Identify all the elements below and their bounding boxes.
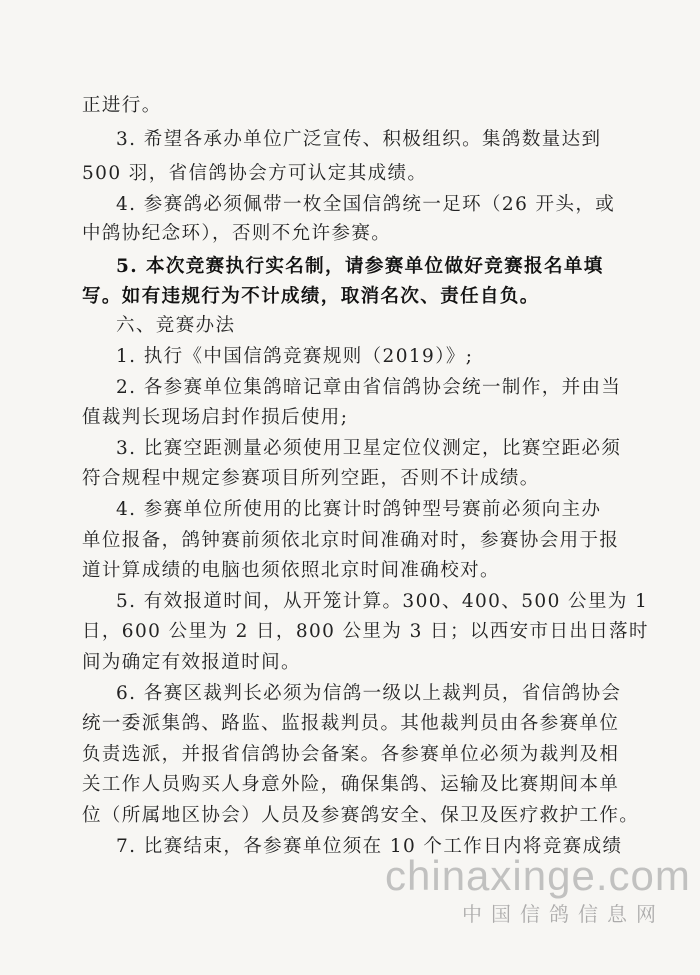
watermark-site-name: 中国信鸽信息网: [462, 904, 665, 926]
text-line-continuation: 正进行。: [82, 95, 162, 116]
text-line-rule-7: 7. 比赛结束，各参赛单位须在 10 个工作日内将竞赛成绩: [116, 836, 623, 857]
text-line: 符合规程中规定参赛项目所列空距，否则不计成绩。: [82, 468, 540, 489]
section-heading: 六、竞赛办法: [116, 315, 236, 336]
text-line-item-3: 3. 希望各承办单位广泛宣传、积极组织。集鸽数量达到: [116, 129, 602, 150]
text-line: 道计算成绩的电脑也须依照北京时间准确校对。: [82, 560, 500, 581]
text-line-rule-2: 2. 各参赛单位集鸽暗记章由省信鸽协会统一制作，并由当: [116, 377, 622, 398]
text-line: 位（所属地区协会）人员及参赛鸽安全、保卫及医疗救护工作。: [82, 805, 640, 826]
text-line: 500 羽，省信鸽协会方可认定其成绩。: [82, 163, 428, 184]
text-line: 单位报备，鸽钟赛前须依北京时间准确对时，参赛协会用于报: [82, 530, 620, 551]
text-line-rule-4: 4. 参赛单位所使用的比赛计时鸽钟型号赛前必须向主办: [116, 499, 602, 520]
text-line-item-4: 4. 参赛鸽必须佩带一枚全国信鸽统一足环（26 开头，或: [116, 194, 616, 215]
text-line-item-5-bold: 5. 本次竞赛执行实名制，请参赛单位做好竞赛报名单填: [116, 256, 604, 277]
text-line: 统一委派集鸽、路监、监报裁判员。其他裁判员由各参赛单位: [82, 713, 620, 734]
watermark-domain: chinaxinge.com: [385, 852, 691, 899]
text-line: 中鸽协纪念环），否则不允许参赛。: [82, 223, 392, 244]
text-line-bold: 写。如有违规行为不计成绩，取消名次、责任自负。: [82, 286, 540, 307]
text-line: 关工作人员购买人身意外险，确保集鸽、运输及比赛期间本单: [82, 774, 620, 795]
text-line: 间为确定有效报道时间。: [82, 652, 301, 673]
text-line: 负责选派，并报省信鸽协会备案。各参赛单位必须为裁判及相: [82, 744, 620, 765]
text-line-rule-6: 6. 各赛区裁判长必须为信鸽一级以上裁判员，省信鸽协会: [116, 683, 622, 704]
text-line: 值裁判长现场启封作损后使用;: [82, 407, 349, 428]
text-line: 日，600 公里为 2 日，800 公里为 3 日；以西安市日出日落时: [82, 621, 649, 642]
text-line-rule-3: 3. 比赛空距测量必须使用卫星定位仪测定，比赛空距必须: [116, 438, 622, 459]
text-line-rule-5: 5. 有效报道时间，从开笼计算。300、400、500 公里为 1: [116, 591, 649, 612]
text-line-rule-1: 1. 执行《中国信鸽竞赛规则（2019）》;: [116, 346, 474, 367]
